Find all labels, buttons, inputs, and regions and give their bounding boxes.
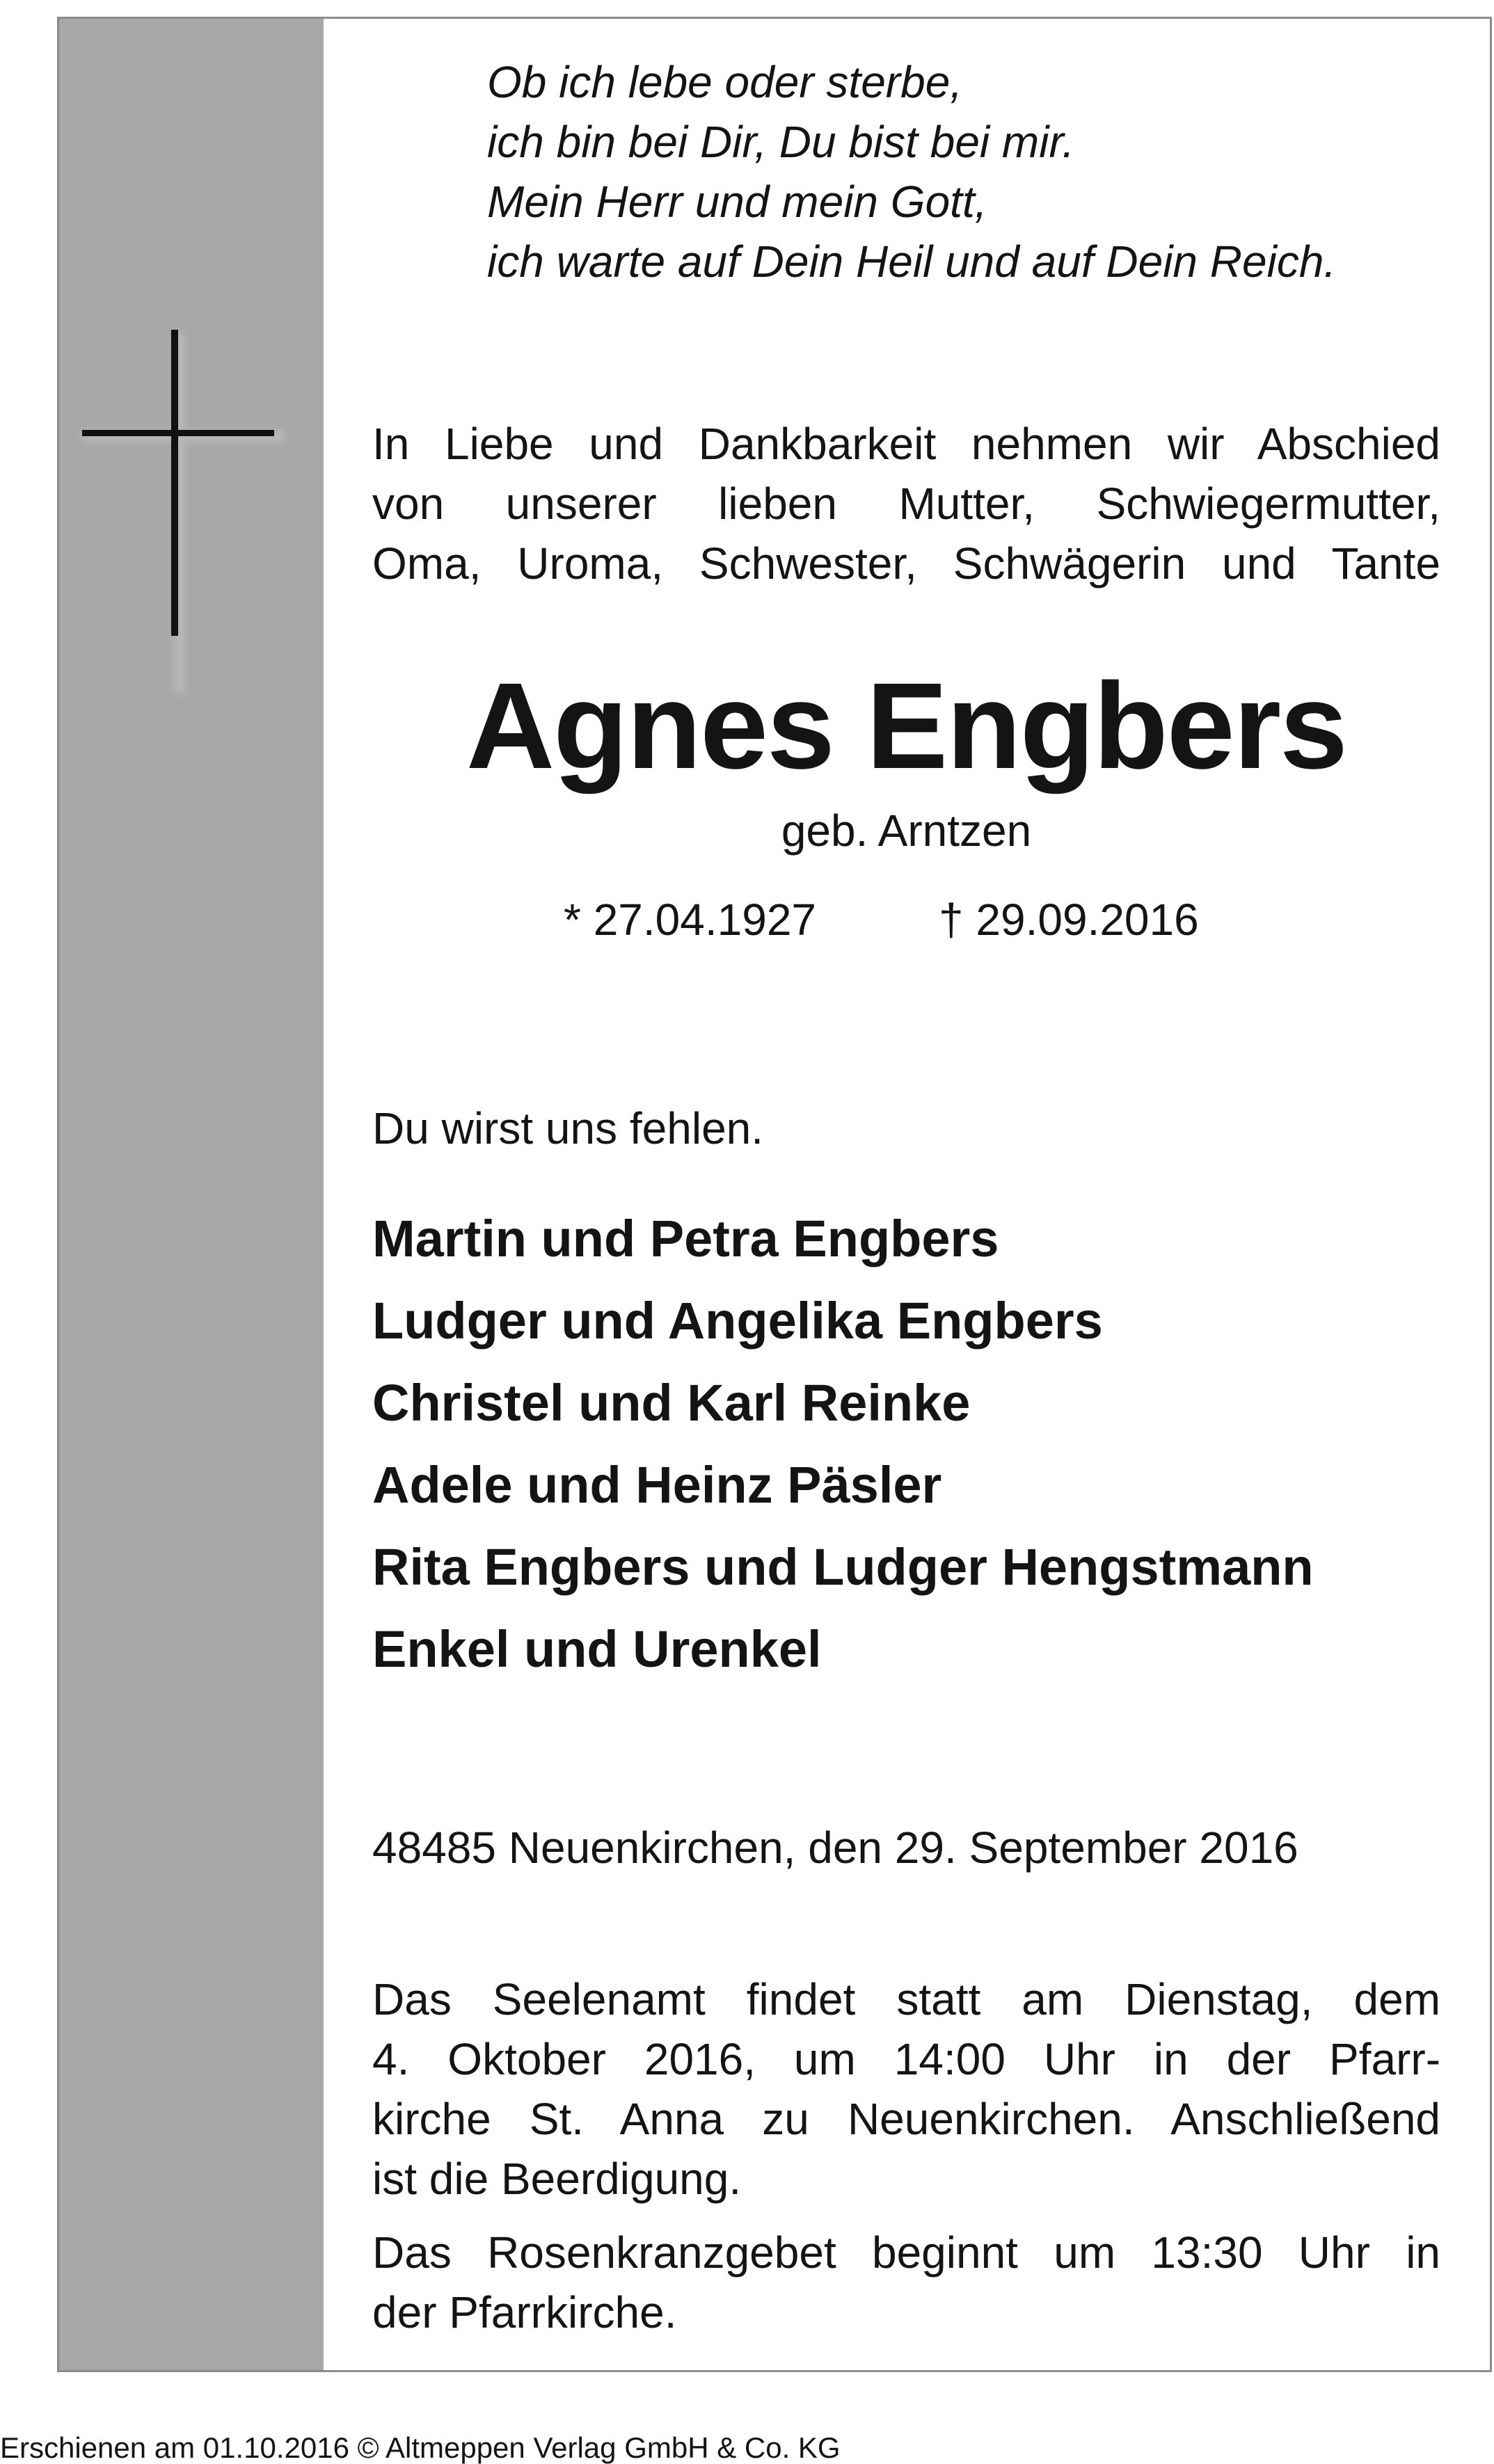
death-date: † 29.09.2016 — [939, 895, 1199, 945]
mourner-name: Ludger und Angelika Engbers — [372, 1292, 1103, 1350]
intro-line: von unserer lieben Mutter, Schwiegermutter, — [372, 479, 1440, 529]
service-line: kirche St. Anna zu Neuenkirchen. Anschließend — [372, 2094, 1440, 2144]
cross-icon — [70, 327, 292, 717]
mourner-name: Christel und Karl Reinke — [372, 1374, 971, 1432]
verse-line: Ob ich lebe oder sterbe, — [487, 57, 963, 107]
service-line: 4. Oktober 2016, um 14:00 Uhr in der Pfarr- — [372, 2034, 1440, 2084]
maiden-name: geb. Arntzen — [781, 806, 1032, 856]
rosary-line: der Pfarrkirche. — [372, 2287, 677, 2337]
publication-footer: Erschienen am 01.10.2016 © Altmeppen Verlag GmbH & Co. KG — [0, 2431, 841, 2464]
mourner-name: Rita Engbers und Ludger Hengstmann — [372, 1538, 1314, 1596]
service-line: ist die Beerdigung. — [372, 2154, 742, 2204]
rosary-line: Das Rosenkranzgebet beginnt um 13:30 Uhr in — [372, 2227, 1440, 2278]
intro-line: Oma, Uroma, Schwester, Schwägerin und Tante — [372, 538, 1440, 589]
mourner-name: Enkel und Urenkel — [372, 1620, 822, 1678]
verse-line: ich bin bei Dir, Du bist bei mir. — [487, 117, 1075, 167]
service-line: Das Seelenamt findet statt am Dienstag, dem — [372, 1974, 1440, 2024]
mourner-name: Martin und Petra Engbers — [372, 1210, 999, 1267]
verse-line: Mein Herr und mein Gott, — [487, 177, 987, 227]
verse-line: ich warte auf Dein Heil und auf Dein Reich. — [487, 237, 1337, 287]
deceased-name: Agnes Engbers — [466, 658, 1346, 794]
place-date: 48485 Neuenkirchen, den 29. September 2016 — [372, 1823, 1298, 1873]
intro-line: In Liebe und Dankbarkeit nehmen wir Abschied — [372, 419, 1440, 469]
farewell-text: Du wirst uns fehlen. — [372, 1103, 764, 1153]
birth-date: * 27.04.1927 — [564, 895, 816, 945]
mourner-name: Adele und Heinz Päsler — [372, 1456, 942, 1514]
